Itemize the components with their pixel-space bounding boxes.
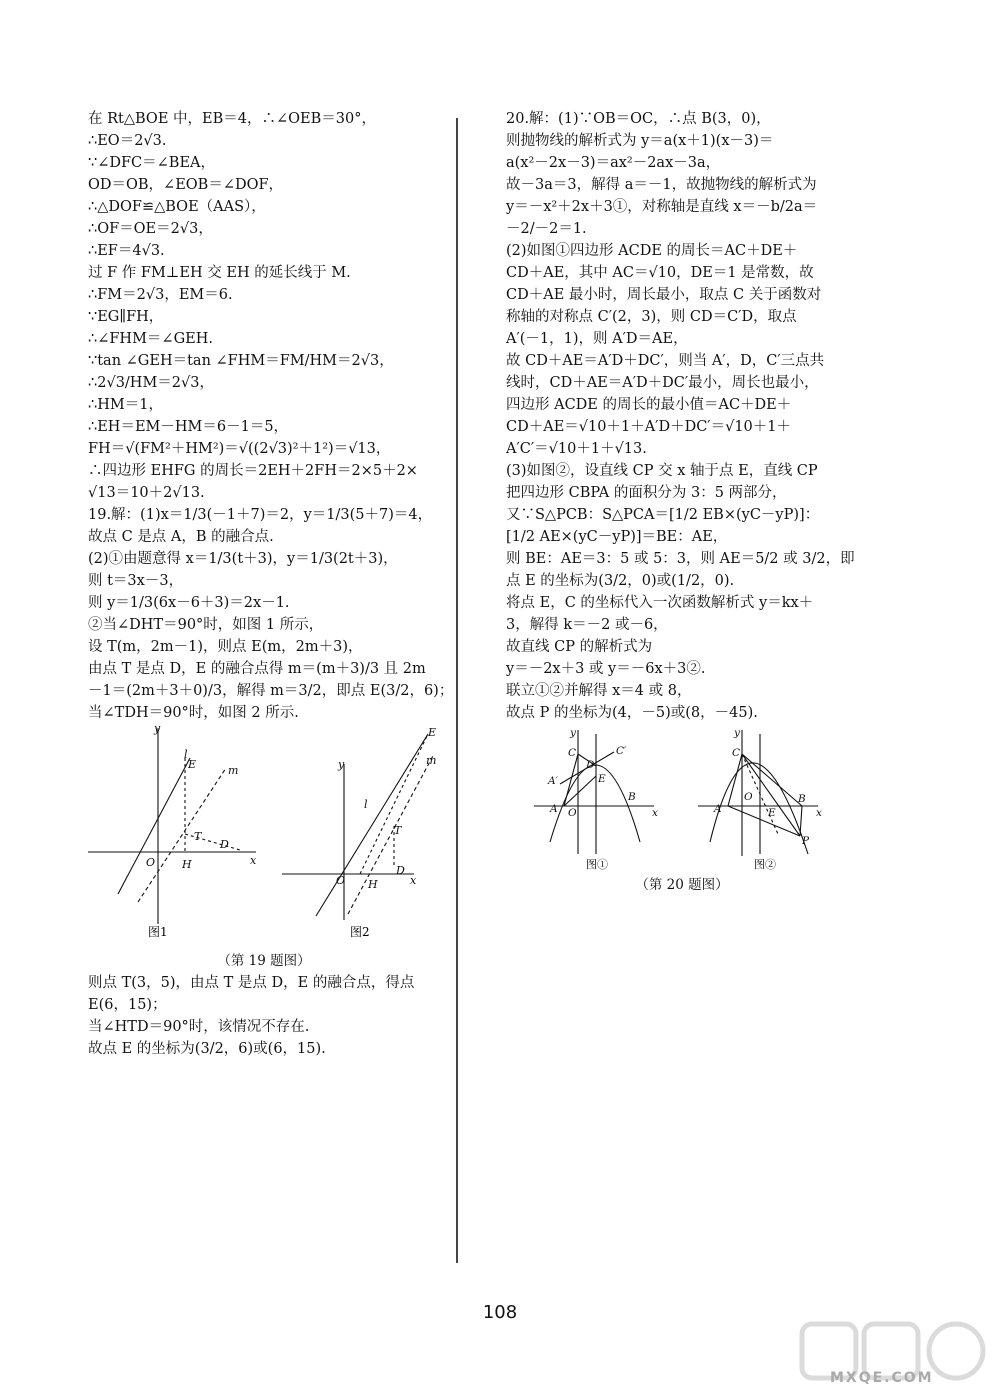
label-c1-3: C′: [616, 745, 627, 757]
text-line: 19.解：(1)x＝1/3(－1＋7)＝2，y＝1/3(5＋7)＝4，: [88, 507, 433, 523]
label-y-3: y: [570, 727, 576, 739]
label-h: H: [182, 858, 192, 871]
text-line: (3)如图②，设直线 CP 交 x 轴于点 E，直线 CP: [506, 463, 818, 479]
segment-bp: [800, 806, 802, 836]
label-d-2: D: [396, 864, 405, 877]
text-line: 则 BE：AE＝3：5 或 5：3，则 AE＝5/2 或 3/2，即: [506, 551, 855, 567]
text-line: CD＋AE＝√10＋1＋A′D＋DC′＝√10＋1＋: [506, 419, 792, 435]
page-number: 108: [482, 1302, 518, 1323]
text-line: A′(－1，1)，则 A′D＝AE，: [506, 331, 688, 347]
label-d: D: [220, 838, 229, 851]
text-line: 故－3a＝3，解得 a＝－1，故抛物线的解析式为: [506, 177, 817, 193]
text-line: 由点 T 是点 D，E 的融合点得 m＝(m＋3)/3 且 2m: [88, 661, 426, 677]
text-line: E(6，15)；: [88, 997, 167, 1013]
text-line: √13＝10＋2√13.: [88, 485, 205, 501]
text-line: 在 Rt△BOE 中，EB＝4，∴∠OEB＝30°，: [88, 111, 376, 127]
label-e-3: E: [598, 773, 606, 785]
text-line: 故点 C 是点 A，B 的融合点.: [88, 529, 274, 545]
text-line: －1＝(2m＋3＋0)/3，解得 m＝3/2，即点 E(3/2，6)；: [88, 683, 454, 699]
label-x-2: x: [410, 874, 417, 887]
left-text-block-a: [88, 108, 454, 724]
figure-19-graph-2: [282, 734, 437, 920]
column-divider: [456, 118, 458, 1263]
label-b-3: B: [628, 791, 636, 803]
text-line: 则点 T(3，5)，由点 T 是点 D，E 的融合点，得点: [88, 975, 415, 991]
label-a-4: A: [714, 803, 722, 815]
text-line: 则抛物线的解析式为 y＝a(x＋1)(x－3)＝: [506, 133, 774, 149]
figure-19-2-caption: 图2: [350, 925, 370, 939]
figure-20-2-caption: 图②: [754, 858, 776, 871]
text-line: 线时，CD＋AE＝A′D＋DC′最小，周长也最小，: [506, 375, 819, 391]
text-line: ∴EH＝EM－HM＝6－1＝5，: [88, 419, 289, 435]
label-b-4: B: [798, 793, 806, 805]
label-m: m: [228, 764, 239, 777]
figure-20-1-caption: 图①: [586, 858, 608, 871]
text-line: [1/2 AE×(yC－yP)]＝BE：AE，: [506, 529, 728, 545]
label-o-3: O: [568, 807, 577, 819]
text-line: ∴四边形 EHFG 的周长＝2EH＋2FH＝2×5＋2×: [88, 463, 418, 479]
text-line: 则 y＝1/3(6x－6＋3)＝2x－1.: [88, 595, 290, 611]
watermark-text: MXQE.COM: [830, 1370, 934, 1386]
right-column: [506, 108, 858, 896]
label-p-4: P: [802, 835, 810, 847]
text-line: (2)①由题意得 x＝1/3(t＋3)，y＝1/3(2t＋3)，: [88, 551, 398, 567]
text-line: OD＝OB，∠EOB＝∠DOF，: [88, 177, 284, 193]
text-line: 过 F 作 FM⊥EH 交 EH 的延长线于 M.: [88, 265, 351, 281]
label-x: x: [250, 854, 257, 867]
figure-20-caption: （第 20 题图）: [635, 877, 729, 893]
figure-20: [506, 724, 858, 874]
text-line: 20.解：(1)∵OB＝OC，∴点 B(3，0)，: [506, 111, 771, 127]
text-line: CD＋AE，其中 AC＝√10，DE＝1 是常数，故: [506, 265, 814, 281]
text-line: －2/－2＝1.: [506, 221, 587, 237]
text-line: y＝－x²＋2x＋3①，对称轴是直线 x＝－b/2a＝: [506, 199, 818, 215]
text-line: CD＋AE 最小时，周长最小，取点 C 关于函数对: [506, 287, 822, 303]
text-line: 又∵S△PCB：S△PCA＝[1/2 EB×(yC－yP)]：: [506, 507, 820, 523]
figure-19: [88, 724, 440, 950]
label-o: O: [146, 856, 156, 869]
label-e-4: E: [768, 807, 776, 819]
figure-19-1-caption: 图1: [148, 925, 168, 939]
text-line: 当∠HTD＝90°时，该情况不存在.: [88, 1019, 310, 1035]
text-line: ∴2√3/HM＝2√3，: [88, 375, 214, 391]
text-line: 称轴的对称点 C′(2，3)，则 CD＝C′D，取点: [506, 309, 797, 325]
text-line: a(x²－2x－3)＝ax²－2ax－3a，: [506, 155, 721, 171]
right-text-block: [506, 108, 858, 724]
text-line: ∵EG∥FH，: [88, 309, 164, 325]
label-l-2: l: [364, 798, 368, 811]
figure-20-graph-1: [534, 730, 654, 854]
text-line: ∴EO＝2√3.: [88, 133, 167, 149]
text-line: ∴OF＝OE＝2√3，: [88, 221, 213, 237]
text-line: ∴△DOF≌△BOE（AAS），: [88, 199, 266, 215]
text-line: ②当∠DHT＝90°时，如图 1 所示，: [88, 617, 324, 633]
text-line: 把四边形 CBPA 的面积分为 3：5 两部分，: [506, 485, 787, 501]
text-line: 点 E 的坐标为(3/2，0)或(1/2，0).: [506, 573, 735, 589]
label-y: y: [154, 724, 161, 735]
text-line: A′C′＝√10＋1＋√13.: [506, 441, 647, 457]
text-line: 故直线 CP 的解析式为: [506, 639, 653, 655]
text-line: ∵∠DFC＝∠BEA，: [88, 155, 216, 171]
text-line: 故点 E 的坐标为(3/2，6)或(6，15).: [88, 1041, 326, 1057]
text-line: (2)如图①四边形 ACDE 的周长＝AC＋DE＋: [506, 243, 798, 259]
figure-19-graph-1: [88, 728, 256, 924]
text-line: 故 CD＋AE＝A′D＋DC′，则当 A′，D，C′三点共: [506, 353, 825, 369]
text-line: ∴∠FHM＝∠GEH.: [88, 331, 213, 347]
label-o-4: O: [744, 791, 753, 803]
left-column: [88, 108, 454, 1060]
text-line: 将点 E，C 的坐标代入一次函数解析式 y＝kx＋: [506, 595, 814, 611]
text-line: 当∠TDH＝90°时，如图 2 所示.: [88, 705, 299, 721]
label-a1-3: A′: [548, 775, 558, 787]
label-x-4: x: [816, 807, 822, 819]
label-d-3: D: [586, 759, 595, 771]
text-line: y＝－2x＋3 或 y＝－6x＋3②.: [506, 661, 706, 677]
text-line: FH＝√(FM²＋HM²)＝√((2√3)²＋1²)＝√13，: [88, 441, 391, 457]
label-l: l: [184, 748, 188, 761]
label-m-2: m: [426, 754, 437, 767]
text-line: 四边形 ACDE 的周长的最小值＝AC＋DE＋: [506, 397, 792, 413]
label-o-2: O: [336, 874, 346, 887]
label-x-3: x: [652, 807, 658, 819]
parabola-2: [710, 763, 808, 854]
label-t: T: [194, 830, 202, 843]
line-m: [138, 768, 226, 902]
label-y-2: y: [338, 758, 345, 771]
label-c-4: C: [732, 747, 741, 759]
label-t-2: T: [394, 824, 402, 837]
label-c-3: C: [568, 747, 577, 759]
label-y-4: y: [734, 727, 740, 739]
label-e: E: [188, 758, 197, 771]
line-m-2: [348, 754, 437, 914]
label-e-2: E: [428, 726, 437, 739]
figure-19-caption: （第 19 题图）: [217, 953, 311, 969]
text-line: ∴HM＝1，: [88, 397, 163, 413]
text-line: 联立①②并解得 x＝4 或 8，: [506, 683, 692, 699]
text-line: 设 T(m，2m－1)，则点 E(m，2m＋3)，: [88, 639, 363, 655]
text-line: ∵tan ∠GEH＝tan ∠FHM＝FM/HM＝2√3，: [88, 353, 394, 369]
text-line: 故点 P 的坐标为(4，－5)或(8，－45).: [506, 705, 758, 721]
text-line: ∴FM＝2√3，EM＝6.: [88, 287, 233, 303]
line-l: [118, 758, 190, 894]
label-a-3: A: [550, 803, 558, 815]
text-line: 则 t＝3x－3，: [88, 573, 184, 589]
left-text-block-b: [88, 972, 440, 1060]
text-line: ∴EF＝4√3.: [88, 243, 165, 259]
segment-ac-2: [728, 754, 742, 806]
text-line: 3，解得 k＝－2 或－6，: [506, 617, 668, 633]
label-h-2: H: [368, 878, 378, 891]
